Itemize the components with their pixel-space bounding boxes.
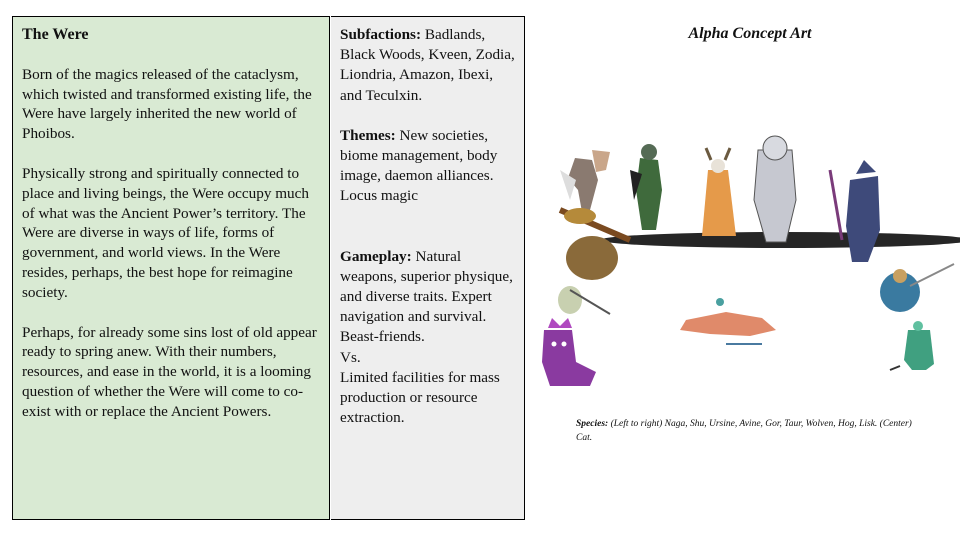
cat-figure <box>680 298 776 344</box>
naga-figure <box>542 318 596 386</box>
paragraph-origin: Born of the magics released of the cataclysm, which twisted and transformed existing life, the Were have largely inherited the new world of Phoibos. <box>22 65 312 143</box>
gameplay-line-beast: Beast-friends. <box>340 328 425 346</box>
gameplay-line-vs: Vs. <box>340 348 361 366</box>
were-attributes-panel <box>331 16 525 520</box>
subfactions-block <box>340 25 518 106</box>
gameplay-block <box>340 247 518 328</box>
concept-art-title: Alpha Concept Art <box>688 25 812 42</box>
themes-text: New societies, biome management, body image, daemon alliances. Locus magic <box>340 126 498 205</box>
concept-art-illustration <box>530 130 960 400</box>
paragraph-nature: Physically strong and spiritually connected to place and living beings, the Were occupy much of what was the Ancient Power’s territory. The Were are diverse in ways of life, forms of government, and world views. In the Were resides, perhaps, the best hope for reimagine society. <box>22 164 309 301</box>
gor-figure <box>630 144 662 230</box>
gameplay-line-limits: Limited facilities for mass production or resource extraction. <box>340 368 500 427</box>
taur-figure <box>702 148 736 236</box>
were-description-panel <box>12 16 330 520</box>
paragraph-future: Perhaps, for already some sins lost of old appear ready to spring anew. With their numbers, resources, and ease in the world, it is a looming question of whether the Were will come to co-exist with or replace the Ancient Powers. <box>22 323 317 420</box>
subfactions-text: Badlands, Black Woods, Kveen, Zodia, Liondria, Amazon, Ibexi, and Teculxin. <box>340 26 515 104</box>
species-caption <box>576 417 916 445</box>
section-title: The Were <box>22 26 89 43</box>
subfactions-label: Subfactions: <box>340 26 422 43</box>
ursine-figure <box>560 208 630 280</box>
gameplay-text: Natural weapons, superior physique, and diverse traits. Expert navigation and survival. <box>340 247 513 326</box>
gameplay-label: Gameplay: <box>340 247 412 265</box>
themes-block <box>340 126 518 207</box>
lisk-figure <box>890 321 934 370</box>
shu-figure <box>558 286 610 314</box>
caption-label: Species: <box>576 419 609 429</box>
caption-text: (Left to right) Naga, Shu, Ursine, Avine, Gor, Taur, Wolven, Hog, Lisk. (Center) Cat. <box>576 419 912 443</box>
armored-figure <box>754 136 796 242</box>
hog-figure <box>880 264 954 312</box>
themes-label: Themes: <box>340 126 396 144</box>
avine-figure <box>560 150 610 212</box>
